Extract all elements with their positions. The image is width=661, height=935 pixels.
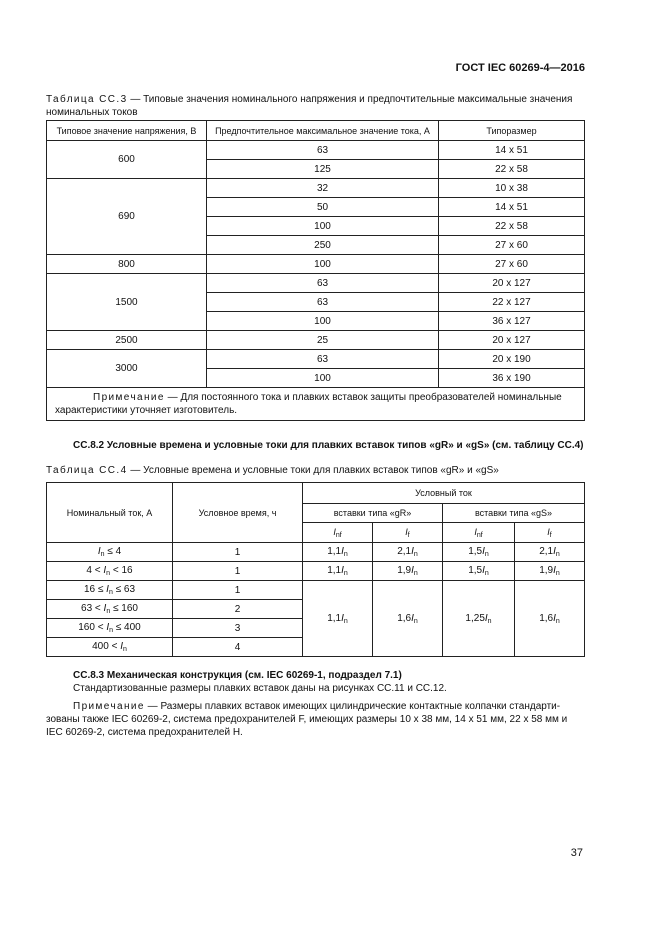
table-row xyxy=(47,179,585,198)
current-cell: 100 xyxy=(207,217,439,236)
gs-inf-cell: $1,5I_n$ xyxy=(443,562,515,581)
note-lead: Примечание xyxy=(73,701,145,712)
range-cell: $4 < I_n < 16$ xyxy=(47,562,173,581)
table-row xyxy=(47,543,585,562)
current-cell: 50 xyxy=(207,198,439,217)
current-cell: 63 xyxy=(207,350,439,369)
size-cell: 27 x 60 xyxy=(439,236,585,255)
current-cell: 63 xyxy=(207,293,439,312)
size-cell: 10 x 38 xyxy=(439,179,585,198)
size-cell: 20 x 190 xyxy=(439,350,585,369)
table-header-row xyxy=(47,483,585,504)
table-note-row xyxy=(47,388,585,421)
current-cell: 100 xyxy=(207,312,439,331)
table-cc4-caption-text: — Условные времена и условные токи для плавких вставок типов «gR» и «gS» xyxy=(127,465,499,476)
merged-gr-if-cell: $1,6I_n$ xyxy=(373,581,443,657)
table-cc4-caption xyxy=(46,465,499,476)
header-gs-if: $I_f$ xyxy=(515,523,585,543)
gs-inf-cell: $1,5I_n$ xyxy=(443,543,515,562)
gr-inf-cell: $1,1I_n$ xyxy=(303,543,373,562)
header-max-current: Предпочтительное максимальное значение тока, А xyxy=(207,121,439,141)
range-cell: $I_n \le 4$ xyxy=(47,543,173,562)
table-cc3-caption xyxy=(46,93,584,119)
header-gr-inf: $I_{nf}$ xyxy=(303,523,373,543)
table-cc4 xyxy=(46,482,585,657)
gr-if-cell: $1,9I_n$ xyxy=(373,562,443,581)
voltage-cell: 690 xyxy=(47,179,207,255)
time-cell: 2 xyxy=(173,600,303,619)
size-cell: 22 x 58 xyxy=(439,160,585,179)
section-cc82-heading: СС.8.2 Условные времена и условные токи для плавких вставок типов «gR» и «gS» (см. таблицу СС.4) xyxy=(73,440,584,451)
time-cell: 1 xyxy=(173,562,303,581)
current-cell: 63 xyxy=(207,141,439,160)
size-cell: 14 x 51 xyxy=(439,141,585,160)
size-cell: 36 x 190 xyxy=(439,369,585,388)
gr-if-cell: $2,1I_n$ xyxy=(373,543,443,562)
header-voltage: Типовое значение напряжения, В xyxy=(47,121,207,141)
note-text: — Для постоянного тока и плавких вставок защиты преобразователей номинальные характеристики уточняет изготовитель. xyxy=(55,392,562,416)
table-cc3-note xyxy=(47,388,585,421)
voltage-cell: 800 xyxy=(47,255,207,274)
size-cell: 36 x 127 xyxy=(439,312,585,331)
section-cc83-note xyxy=(46,700,584,739)
merged-gs-if-cell: $1,6I_n$ xyxy=(515,581,585,657)
header-type-gs: вставки типа «gS» xyxy=(443,504,585,523)
voltage-cell: 600 xyxy=(47,141,207,179)
table-row xyxy=(47,331,585,350)
time-cell: 3 xyxy=(173,619,303,638)
table-cc3-caption-text: — Типовые значения номинального напряжения и предпочтительные максимальные значения номинальных токов xyxy=(46,94,573,118)
size-cell: 27 x 60 xyxy=(439,255,585,274)
voltage-cell: 2500 xyxy=(47,331,207,350)
header-gs-inf: $I_{nf}$ xyxy=(443,523,515,543)
gr-inf-cell: $1,1I_n$ xyxy=(303,562,373,581)
table-header-row xyxy=(47,121,585,141)
gs-if-cell: $2,1I_n$ xyxy=(515,543,585,562)
header-type-gr: вставки типа «gR» xyxy=(303,504,443,523)
header-gr-if: $I_f$ xyxy=(373,523,443,543)
note-text-line1: — Размеры плавких вставок имеющих цилиндрические контактные колпачки стандарти- xyxy=(144,701,561,712)
range-cell: $400 < I_n$ xyxy=(47,638,173,657)
table-row xyxy=(47,141,585,160)
table-row xyxy=(47,350,585,369)
section-cc83-heading: СС.8.3 Механическая конструкция (см. IEC 60269-1, подраздел 7.1) xyxy=(73,670,402,681)
table-cc4-caption-lead: Таблица СС.4 xyxy=(46,465,128,476)
table-row xyxy=(47,274,585,293)
current-cell: 32 xyxy=(207,179,439,198)
time-cell: 1 xyxy=(173,581,303,600)
size-cell: 20 x 127 xyxy=(439,331,585,350)
current-cell: 250 xyxy=(207,236,439,255)
current-cell: 100 xyxy=(207,369,439,388)
size-cell: 22 x 127 xyxy=(439,293,585,312)
voltage-cell: 3000 xyxy=(47,350,207,388)
document-code-header: ГОСТ IEC 60269-4—2016 xyxy=(455,62,585,74)
header-size: Типоразмер xyxy=(439,121,585,141)
page-number: 37 xyxy=(570,847,583,859)
merged-gs-inf-cell: $1,25I_n$ xyxy=(443,581,515,657)
current-cell: 63 xyxy=(207,274,439,293)
table-row xyxy=(47,562,585,581)
table-cc3-caption-lead: Таблица СС.3 xyxy=(46,94,128,105)
table-row xyxy=(47,255,585,274)
table-row xyxy=(47,581,585,600)
note-lead: Примечание xyxy=(93,392,165,403)
current-cell: 25 xyxy=(207,331,439,350)
current-cell: 125 xyxy=(207,160,439,179)
size-cell: 22 x 58 xyxy=(439,217,585,236)
table-cc3 xyxy=(46,120,585,421)
size-cell: 20 x 127 xyxy=(439,274,585,293)
note-text-line2: зованы также IEC 60269-2, система предохранителей F, имеющих размеры 10 x 38 мм, 14 x 51 мм, 22 x 58 мм и IEC 60269-2, система предохранителей H. xyxy=(46,714,568,738)
voltage-cell: 1500 xyxy=(47,274,207,331)
time-cell: 1 xyxy=(173,543,303,562)
header-conventional-current: Условный ток xyxy=(303,483,585,504)
gs-if-cell: $1,9I_n$ xyxy=(515,562,585,581)
range-cell: $16 \le I_n \le 63$ xyxy=(47,581,173,600)
merged-gr-inf-cell: $1,1I_n$ xyxy=(303,581,373,657)
range-cell: $63 < I_n \le 160$ xyxy=(47,600,173,619)
range-cell: $160 < I_n \le 400$ xyxy=(47,619,173,638)
section-cc83-text: Стандартизованные размеры плавких вставок даны на рисунках СС.11 и СС.12. xyxy=(73,683,447,694)
header-rated-current: Номинальный ток, А xyxy=(47,483,173,543)
size-cell: 14 x 51 xyxy=(439,198,585,217)
header-conventional-time: Условное время, ч xyxy=(173,483,303,543)
time-cell: 4 xyxy=(173,638,303,657)
current-cell: 100 xyxy=(207,255,439,274)
